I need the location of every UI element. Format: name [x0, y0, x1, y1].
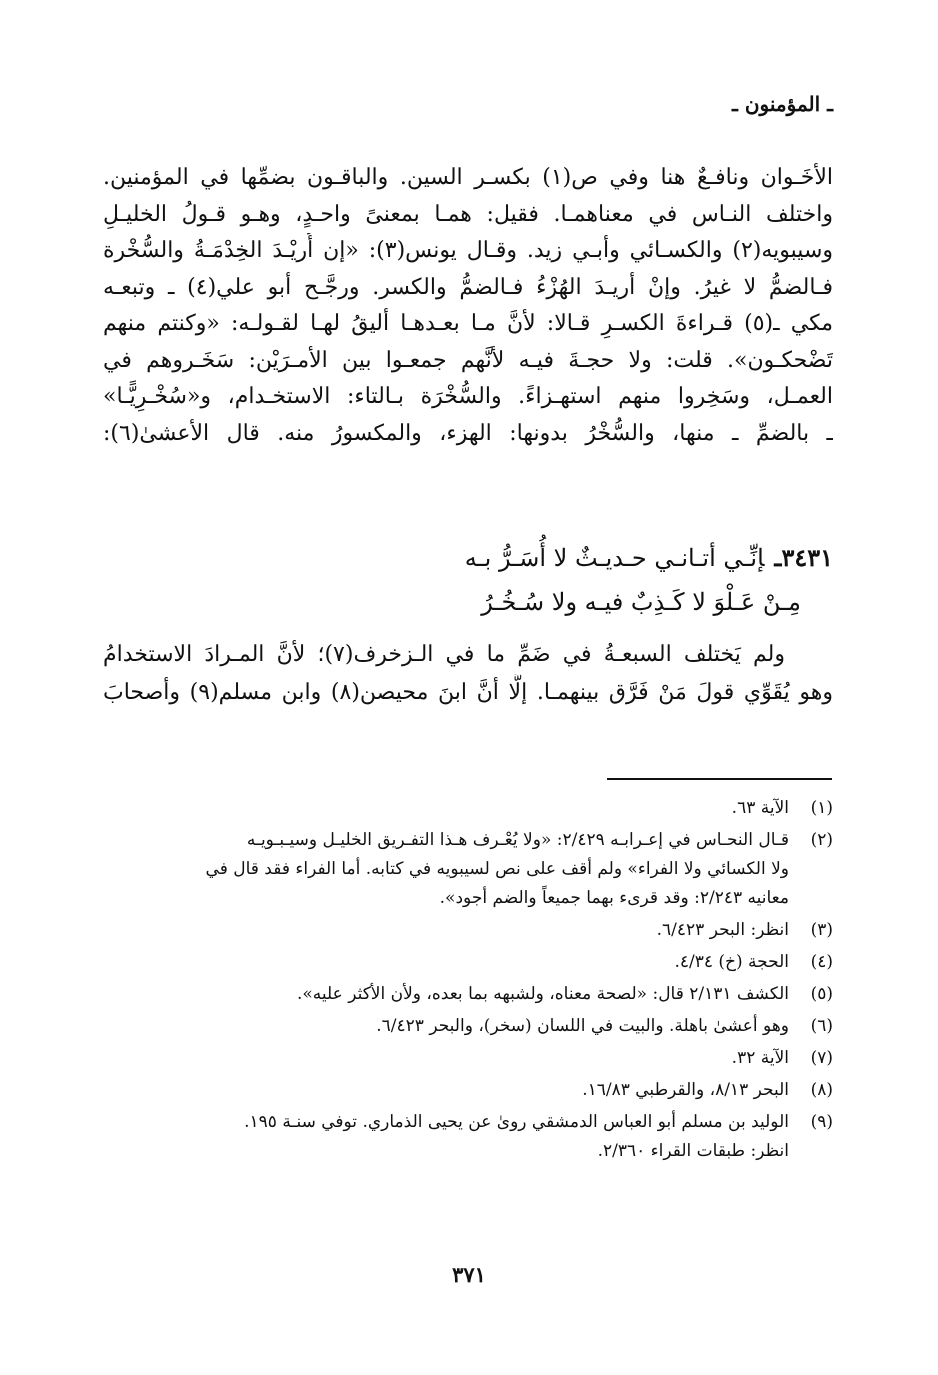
footnote-number: (١): [810, 798, 833, 818]
text-line: العمـل، وسَخِروا منهم استهـزاءً. والسُّخْرَة بـالتاء: الاستخـدام، و«سُخْـرِيًّـا»: [103, 384, 833, 409]
footnote-number: (٧): [810, 1048, 833, 1068]
footnote-line: انظر: طبقات القراء ٢/٣٦٠.: [597, 1141, 789, 1161]
footnote-text: [103, 980, 789, 1009]
footnote: [103, 948, 833, 977]
text-line: ـ بالضمِّ ـ منها، والسُّخْرُ بدونها: الهزء، والمكسورُ منه. قال الأعشىٰ(٦):: [103, 420, 833, 446]
footnote-text: [103, 1012, 789, 1041]
footnote-line: الآية ٣٢.: [731, 1048, 789, 1068]
footnote-line: الوليد بن مسلم أبو العباس الدمشقي روىٰ عن يحيى الذماري. توفي سنـة ١٩٥.: [244, 1112, 789, 1132]
verse-first-hemistich: إنِّـي أتـانـي حـديـثٌ لا أُسَـرُّ بـه: [464, 544, 765, 572]
footnote-line: ولا الكسائي ولا الفراء» ولم أقف على نص لسيبويه في كتابه. أما الفراء فقد قال في: [205, 859, 789, 879]
verse-second-hemistich: مِـنْ عَـلْوَ لا كَـذِبٌ فيـه ولا سُـخُـرُ: [481, 588, 801, 616]
footnote-number: (٢): [810, 830, 833, 850]
footnotes: [103, 794, 833, 1169]
text-line: وسيبويه(٢) والكسـائي وأبـي زيد. وقـال يونس(٣): «إن أُريْـدَ الخِدْمَـةُ والسُّخْرة: [103, 238, 833, 263]
footnote-number: (٤): [810, 952, 833, 972]
footnote-line: وهو أعشىٰ باهلة. والبيت في اللسان (سخر)، والبحر ٦/٤٢٣.: [376, 1016, 789, 1036]
footnote-number: (٦): [810, 1016, 833, 1036]
poetry-verse: [103, 536, 833, 624]
footnote-number: (٣): [810, 920, 833, 940]
footnote-line: الآية ٦٣.: [731, 798, 789, 818]
footnote-text: [103, 1044, 789, 1073]
verse-number: ٣٤٣١ـ: [774, 543, 833, 572]
text-line: الأخَـوان ونافـعٌ هنا وفي ص(١) بكسـر السين. والباقـون بضمِّها في المؤمنين.: [103, 165, 833, 190]
footnote: [103, 980, 833, 1009]
footnote-line: البحر ٨/١٣، والقرطبي ١٦/٨٣.: [582, 1080, 789, 1100]
text-line: واختلف النـاس في معناهمـا. فقيل: همـا بمعنىً واحـدٍ، وهـو قـولُ الخليـلِ: [103, 201, 833, 227]
footnote-text: [103, 948, 789, 977]
text-line: فـالضمُّ لا غيرُ. وإنْ أريـدَ الهُزْءُ فـالضمُّ والكسر. ورجَّـح أبو علي(٤) ـ وتبعـه: [103, 274, 833, 300]
footnote: [103, 916, 833, 945]
footnote-number: (٥): [810, 984, 833, 1004]
running-head: ـ المؤمنون ـ: [732, 92, 833, 116]
footnote-line: معانيه ٢/٢٤٣: وقد قرىء بهما جميعاً والضم أجود».: [439, 888, 789, 908]
text-line: وهو يُقَوِّي قولَ مَنْ فَرَّق بينهمـا. إلَّا أنَّ ابنَ محيصن(٨) وابن مسلم(٩) وأصحابَ: [103, 680, 833, 705]
footnote-separator: [607, 778, 832, 780]
page-number: ٣٧١: [452, 1262, 486, 1287]
main-text-continued: [103, 636, 833, 712]
main-text: [103, 160, 833, 452]
footnote-text: [103, 916, 789, 945]
footnote-number: (٩): [810, 1112, 833, 1132]
text-line: تَضْحكـون». قلت: ولا حجـةَ فيـه لأنَّهم جمعـوا بين الأمـرَيْن: سَخَـروهم في: [103, 347, 833, 373]
footnote: [103, 794, 833, 823]
footnote: [103, 1076, 833, 1105]
footnote-text: [103, 826, 789, 913]
footnote-line: قـال النحـاس في إعـرابـه ٢/٤٢٩: «ولا يُعْـرف هـذا التفـريق الخليـل وسيـبـويـه: [246, 830, 789, 850]
footnote-number: (٨): [810, 1080, 833, 1100]
verse-first-row: [103, 536, 833, 580]
footnote: [103, 1044, 833, 1073]
footnote-line: الحجة (خ) ٤/٣٤.: [674, 952, 789, 972]
text-line: ولم يَختلف السبعـةُ في ضَمِّ ما في الـزخرف(٧)؛ لأنَّ المـرادَ الاستخدامُ: [103, 642, 786, 667]
footnote-line: الكشف ٢/١٣١ قال: «لصحة معناه، ولشبهه بما بعده، ولأن الأكثر عليه».: [296, 984, 789, 1004]
footnote-text: [103, 794, 789, 823]
footnote: [103, 1012, 833, 1041]
footnote-line: انظر: البحر ٦/٤٢٣.: [656, 920, 789, 940]
footnote-text: [103, 1108, 789, 1166]
footnote-text: [103, 1076, 789, 1105]
footnote: [103, 1108, 833, 1166]
footnote: [103, 826, 833, 913]
text-line: مكي ـ(٥) قـراءةَ الكسـرِ قـالا: لأنَّ مـا بعـدهـا أليقُ لهـا لقـولـه: «وكنتم منهم: [103, 311, 833, 336]
